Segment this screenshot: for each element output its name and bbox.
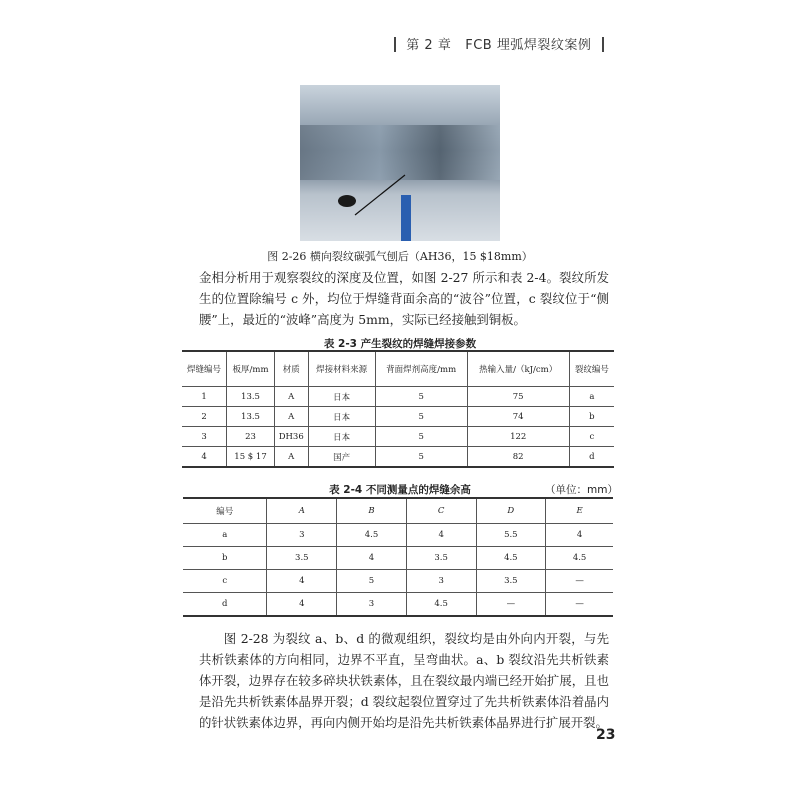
- table-cell: 5: [375, 387, 467, 407]
- table-cell: 4: [267, 570, 337, 593]
- header-cell: 热输入量/（kJ/cm）: [467, 351, 569, 387]
- table-cell: b: [183, 547, 267, 570]
- table-cell: 4: [546, 524, 613, 547]
- table-cell: 15 $ 17: [227, 447, 275, 468]
- table-cell: d: [569, 447, 614, 468]
- page-number: 23: [596, 727, 616, 743]
- table-row: [183, 547, 613, 570]
- table-cell: 3.5: [267, 547, 337, 570]
- table-cell: a: [569, 387, 614, 407]
- table-row: [182, 387, 614, 407]
- table-cell: A: [274, 387, 308, 407]
- header-divider: [602, 37, 604, 52]
- weld-parameter-table: [182, 350, 614, 468]
- table-2-unit: （单位：mm）: [545, 484, 618, 496]
- table-cell: 5: [337, 570, 407, 593]
- table-cell: b: [569, 407, 614, 427]
- table-row: [182, 427, 614, 447]
- table-header-row: [182, 351, 614, 387]
- reinforcement-height-table: [183, 497, 613, 617]
- table-cell: 4.5: [406, 593, 476, 617]
- header-cell: A: [267, 498, 337, 524]
- table-cell: 23: [227, 427, 275, 447]
- table-cell: 3: [267, 524, 337, 547]
- header-cell: 板厚/mm: [227, 351, 275, 387]
- table-cell: —: [546, 570, 613, 593]
- table-row: [182, 407, 614, 427]
- header-cell: 编号: [183, 498, 267, 524]
- table-header-row: [183, 498, 613, 524]
- table-cell: 5.5: [476, 524, 546, 547]
- table-cell: 122: [467, 427, 569, 447]
- table-cell: 日本: [308, 427, 375, 447]
- table-cell: 5: [375, 447, 467, 468]
- table-cell: c: [183, 570, 267, 593]
- header-cell: C: [406, 498, 476, 524]
- table-cell: 4: [267, 593, 337, 617]
- arrow-annotation: [300, 85, 500, 241]
- table-cell: 13.5: [227, 387, 275, 407]
- table-cell: A: [274, 447, 308, 468]
- crack-photo: [300, 85, 500, 241]
- table-cell: 4: [406, 524, 476, 547]
- table-cell: 3.5: [476, 570, 546, 593]
- paragraph-1: 金相分析用于观察裂纹的深度及位置，如图 2-27 所示和表 2-4。裂纹所发生的位置除编号 c 外，均位于焊缝背面余高的“波谷”位置，c 裂纹位于“侧腰”上，最近的“波峰”高度为 5mm，实际已经接触到铜板。: [199, 270, 609, 327]
- header-cell: 裂纹编号: [569, 351, 614, 387]
- table-cell: 1: [182, 387, 227, 407]
- header-cell: D: [476, 498, 546, 524]
- table-row: [183, 593, 613, 617]
- table-cell: 82: [467, 447, 569, 468]
- table-cell: A: [274, 407, 308, 427]
- chapter-title: FCB 埋弧焊裂纹案例: [465, 38, 592, 53]
- table-cell: 4.5: [337, 524, 407, 547]
- table-cell: 4: [182, 447, 227, 468]
- header-cell: B: [337, 498, 407, 524]
- header-cell: E: [546, 498, 613, 524]
- running-header: [388, 34, 610, 53]
- table-row: [183, 524, 613, 547]
- header-cell: 焊缝编号: [182, 351, 227, 387]
- header-cell: 焊接材料来源: [308, 351, 375, 387]
- table-cell: —: [546, 593, 613, 617]
- table-cell: 4.5: [546, 547, 613, 570]
- table-row: [183, 570, 613, 593]
- table-cell: 日本: [308, 407, 375, 427]
- table-cell: 74: [467, 407, 569, 427]
- table-2-caption: 表 2-4 不同测量点的焊缝余高: [329, 484, 471, 496]
- header-divider: [394, 37, 396, 52]
- table-cell: 3.5: [406, 547, 476, 570]
- table-cell: d: [183, 593, 267, 617]
- table-1-caption: 表 2-3 产生裂纹的焊缝焊接参数: [323, 338, 477, 350]
- table-cell: 2: [182, 407, 227, 427]
- table-row: [182, 447, 614, 468]
- table-cell: —: [476, 593, 546, 617]
- table-cell: 75: [467, 387, 569, 407]
- table-cell: a: [183, 524, 267, 547]
- paragraph-2: 图 2-28 为裂纹 a、b、d 的微观组织，裂纹均是由外向内开裂，与先共析铁素体的方向相同，边界不平直，呈弯曲状。a、b 裂纹沿先共析铁素体开裂，边界存在较多碎块状铁素体，且在裂纹最内端已经开始扩展，且也是沿先共析铁素体晶界开裂；d 裂纹起裂位置穿过了先共析铁素体沿着晶内的针状铁素体边界，再向内侧开始均是沿先共析铁素体晶界进行扩展开裂。: [199, 631, 609, 730]
- header-cell: 材质: [274, 351, 308, 387]
- table-cell: 13.5: [227, 407, 275, 427]
- table-cell: 4: [337, 547, 407, 570]
- header-cell: 背面焊剂高度/mm: [375, 351, 467, 387]
- table-cell: 3: [337, 593, 407, 617]
- table-cell: c: [569, 427, 614, 447]
- table-cell: 3: [182, 427, 227, 447]
- table-cell: 4.5: [476, 547, 546, 570]
- figure-caption: 图 2-26 横向裂纹碳弧气刨后（AH36，15 $18mm）: [267, 250, 533, 263]
- table-cell: 5: [375, 407, 467, 427]
- table-cell: 日本: [308, 387, 375, 407]
- table-cell: DH36: [274, 427, 308, 447]
- table-cell: 5: [375, 427, 467, 447]
- table-cell: 3: [406, 570, 476, 593]
- table-cell: 国产: [308, 447, 375, 468]
- chapter-label: 第 2 章: [406, 38, 452, 53]
